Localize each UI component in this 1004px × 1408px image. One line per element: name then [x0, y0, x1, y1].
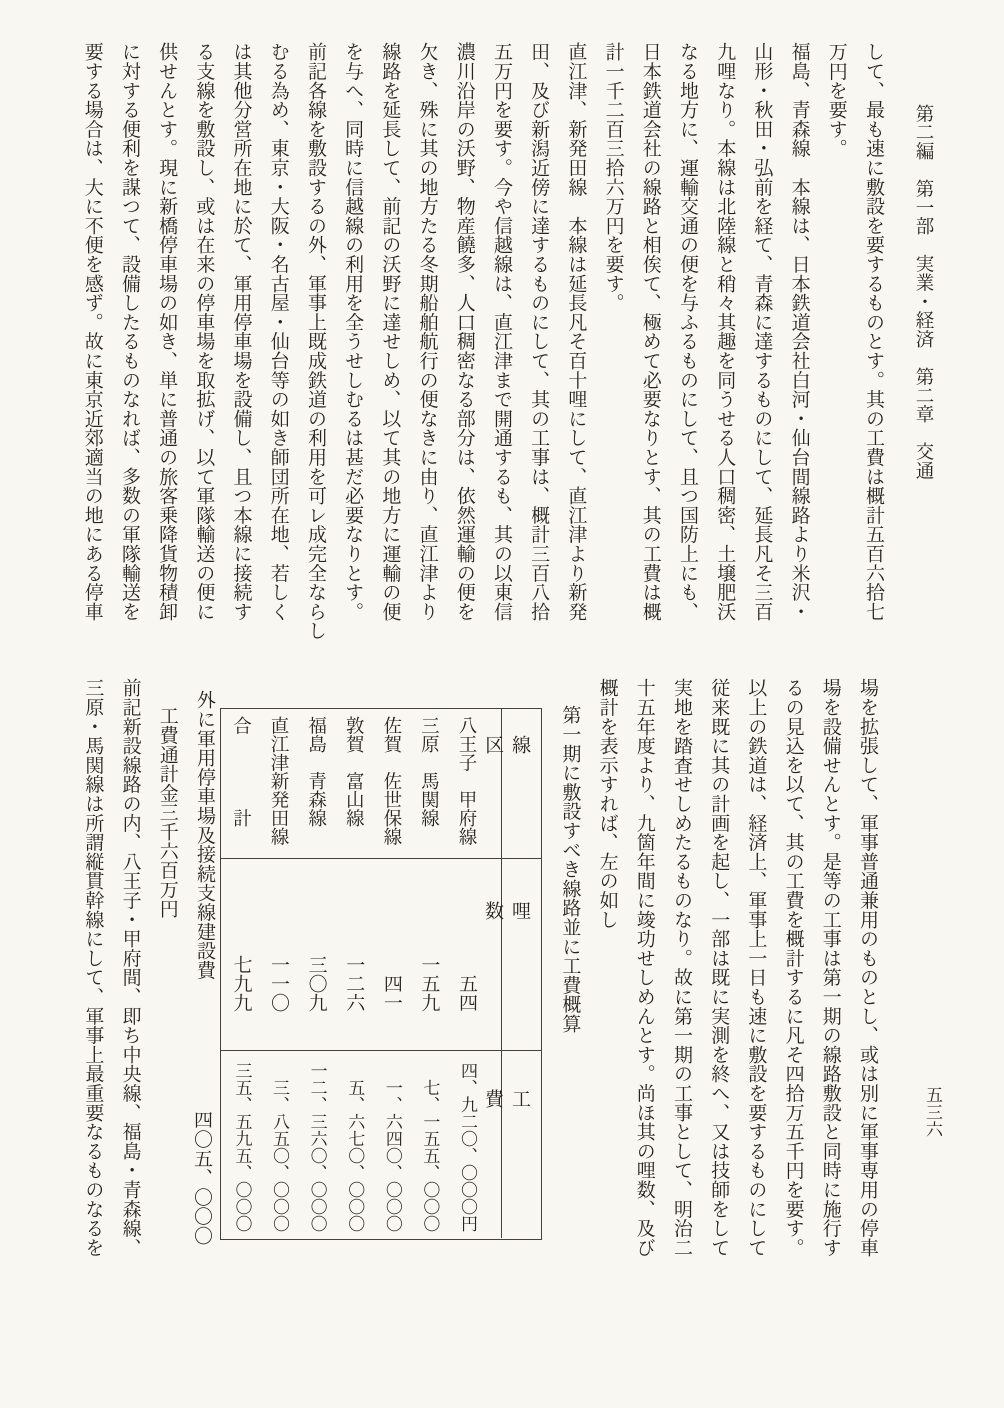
- page-number: 五三六: [922, 1086, 942, 1138]
- body-column: 欠き、殊に其の地方たる冬期船舶航行の便なきに由り、直江津より: [416, 42, 439, 621]
- body-column: 濃川沿岸の沃野、物産饒多、人口稠密なる部分は、依然運輸の便を: [453, 42, 476, 621]
- cost-value: 一二、三六〇、〇〇〇: [306, 1062, 327, 1232]
- cost-cells: [221, 1051, 501, 1238]
- line-name: 敦賀 富山線: [343, 716, 365, 827]
- line-name-cells: [221, 709, 501, 858]
- station-branch-cost-amount: 四〇五、〇〇〇: [191, 1110, 213, 1246]
- body-column: 日本鉄道会社の線路と相俟て、極めて必要なりとす、其の工費は概: [639, 42, 662, 621]
- body-column: 三原・馬関線は所謂縦貫幹線にして、軍事上最重要なるものなるを: [82, 678, 105, 1257]
- line-name: 直江津新発田線: [268, 716, 290, 846]
- top-text-block: [74, 42, 892, 646]
- body-column: なる地方に、運輸交通の便を与ふるものにして、且つ国防上にも、: [676, 42, 699, 621]
- mileage-value: 一二六: [343, 955, 366, 1012]
- cost-value: 五、六七〇、〇〇〇: [344, 1079, 365, 1232]
- body-column: る支線を敷設し、或は在来の停車場を取拡げ、以て軍隊輸送の便に: [193, 42, 216, 621]
- body-column: 計一千二百三拾六万円を要す。: [602, 42, 625, 313]
- cost-value: 七、一五五、〇〇〇: [419, 1079, 440, 1232]
- line-name: 福島 青森線: [305, 716, 327, 827]
- body-column: して、最も速に敷設を要するものとす。其の工費は概計五百六拾七: [863, 42, 885, 621]
- mileage-value: 四一: [380, 974, 403, 1012]
- body-column: 前記新設線路の内、八王子・甲府間、即ち中央線、福島・青森線、: [119, 678, 142, 1257]
- body-column: 田、及び新潟近傍に達するものにして、其の工事は、概計三百八拾: [528, 42, 551, 621]
- table-band-mileage: [221, 859, 541, 1051]
- cost-value: 三五、五九五、〇〇〇: [231, 1062, 252, 1232]
- body-column: 要する場合は、大に不便を感ず。故に東京近郊適当の地にある停車: [81, 42, 104, 621]
- table-header-mileage: 哩数: [501, 859, 541, 1050]
- mileage-value: 三〇九: [305, 955, 328, 1012]
- mileage-value: 一一〇: [268, 955, 291, 1012]
- line-name: 三原 馬関線: [418, 716, 440, 827]
- body-column: 以上の鉄道は、経済上、軍事上一日も速に敷設を要するものにして: [745, 678, 768, 1257]
- body-column: は其他分営所在地に於て、軍用停車場を設備し、且つ本線に接続す: [230, 42, 253, 621]
- cost-value: 三、八五〇、〇〇〇: [269, 1079, 290, 1232]
- mileage-value: 五四: [456, 974, 478, 1012]
- mileage-value: 一五九: [418, 955, 441, 1012]
- body-column: 福島、青森線 本線は、日本鉄道会社白河・仙台間線路より米沢・: [788, 42, 811, 621]
- body-column: るの見込を以て、其の工費を概計するに凡そ四拾万五千円を要す。: [782, 678, 805, 1257]
- body-column: 場を設備せんとす。是等の工事は第一期の線路敷設と同時に施行す: [819, 678, 842, 1257]
- table-header-line-section: 線区: [501, 709, 541, 858]
- body-column: に対する便利を謀つて、設備したるものなれば、多数の軍隊輸送を: [118, 42, 141, 621]
- mileage-value: 七九九: [230, 955, 253, 1012]
- body-column: むる為め、東京・大阪・名古屋・仙台等の如き師団所在地、若しく: [267, 42, 290, 621]
- line-name: 合 計: [230, 716, 252, 827]
- body-column: 実地を踏査せしめたるものなり。故に第一期の工事として、明治二: [670, 678, 693, 1257]
- body-column: 十五年度より、九箇年間に竣功せしめんとす。尚ほ其の哩数、及び: [633, 678, 656, 1257]
- body-column: 線路を延長して、前記の沃野に達せしめ、以て其の地方に運輸の便: [379, 42, 402, 621]
- body-column: 直江津、新発田線 本線は延長凡そ百十哩にして、直江津より新発: [565, 42, 588, 621]
- body-column: 九哩なり。本線は北陸線と稍々其趣を同うせる人口稠密、土壌肥沃: [714, 42, 737, 621]
- body-column: 五万円を要す。今や信越線は、直江津まで開通するも、其の以東信: [490, 42, 513, 621]
- body-column: 従来既に其の計画を起し、一部は既に実測を終へ、又は技師をして: [708, 678, 731, 1257]
- after-table-heading: 外に軍用停車場及接続支線建設費: [194, 690, 216, 980]
- table-band-line-names: [221, 709, 541, 859]
- cost-table: [220, 708, 542, 1240]
- cost-value: 四、九二〇、〇〇〇円: [457, 1062, 477, 1232]
- body-column: 場を拡張して、軍事普通兼用のものとし、或は別に軍事専用の停車: [857, 678, 879, 1257]
- line-name: 八王子 甲府線: [456, 716, 477, 846]
- body-column: 供せんとす。現に新橋停車場の如き、単に普通の旅客乗降貨物積卸: [156, 42, 179, 621]
- body-column: を与へ、同時に信越線の利用を全うせしむるは甚だ必要なりとす。: [342, 42, 365, 621]
- bottom-text-block: [551, 678, 886, 1276]
- table-title: 第一期に敷設すべき線路並に工費概算: [559, 705, 582, 1034]
- line-name: 佐賀 佐世保線: [380, 716, 402, 846]
- running-head: 第二編 第一部 実業・経済 第二章 交通: [913, 104, 934, 480]
- cost-value: 一、六四〇、〇〇〇: [381, 1079, 402, 1232]
- body-column: 万円を要す。: [825, 42, 848, 158]
- total-cost-line: 工費通計金三千六百万円: [156, 706, 179, 919]
- body-column: 概計を表示すれば、左の如し: [596, 678, 619, 929]
- table-header-cost: 工費: [501, 1051, 541, 1238]
- body-column: 前記各線を敷設するの外、軍事上既成鉄道の利用を可レ成完全ならし: [304, 42, 327, 641]
- table-band-cost: [221, 1051, 541, 1238]
- mileage-cells: [221, 859, 501, 1050]
- body-column: 山形・秋田・弘前を経て、青森に達するものにして、延長凡そ三百: [751, 42, 774, 621]
